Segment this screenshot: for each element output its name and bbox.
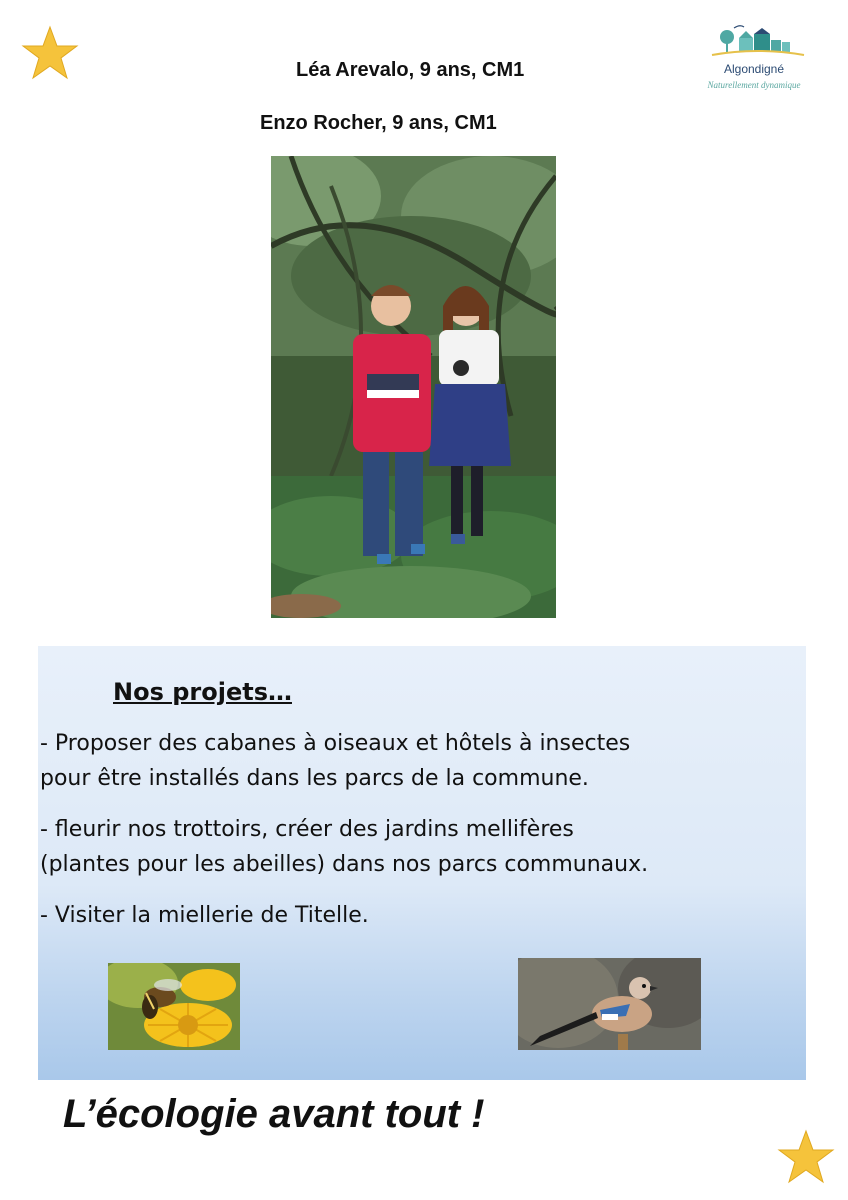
project-item-2-line-1: - fleurir nos trottoirs, créer des jardins mellifères — [40, 817, 574, 842]
project-item-3-line-1: - Visiter la miellerie de Titelle. — [40, 903, 369, 928]
project-item-1-line-2: pour être installés dans les parcs de la commune. — [40, 766, 589, 791]
town-houses-tree-logo-icon — [694, 22, 814, 64]
algondigne-logo — [694, 22, 814, 102]
star-icon — [776, 1128, 836, 1188]
logo-tagline: Naturellement dynamique — [707, 80, 801, 90]
slogan: L’écologie avant tout ! — [63, 1092, 485, 1136]
children-in-woods-photo — [271, 156, 556, 618]
bee-on-flower-photo — [108, 963, 240, 1050]
student-name-2: Enzo Rocher, 9 ans, CM1 — [260, 112, 497, 134]
jay-bird-photo — [518, 958, 701, 1050]
projects-title: Nos projets… — [113, 678, 292, 706]
project-item-1-line-1: - Proposer des cabanes à oiseaux et hôtels à insectes — [40, 731, 631, 756]
student-name-1: Léa Arevalo, 9 ans, CM1 — [296, 59, 525, 81]
project-item-2-line-2: (plantes pour les abeilles) dans nos parcs communaux. — [40, 852, 649, 877]
star-icon — [20, 24, 80, 84]
logo-name: Algondigné — [723, 62, 785, 76]
